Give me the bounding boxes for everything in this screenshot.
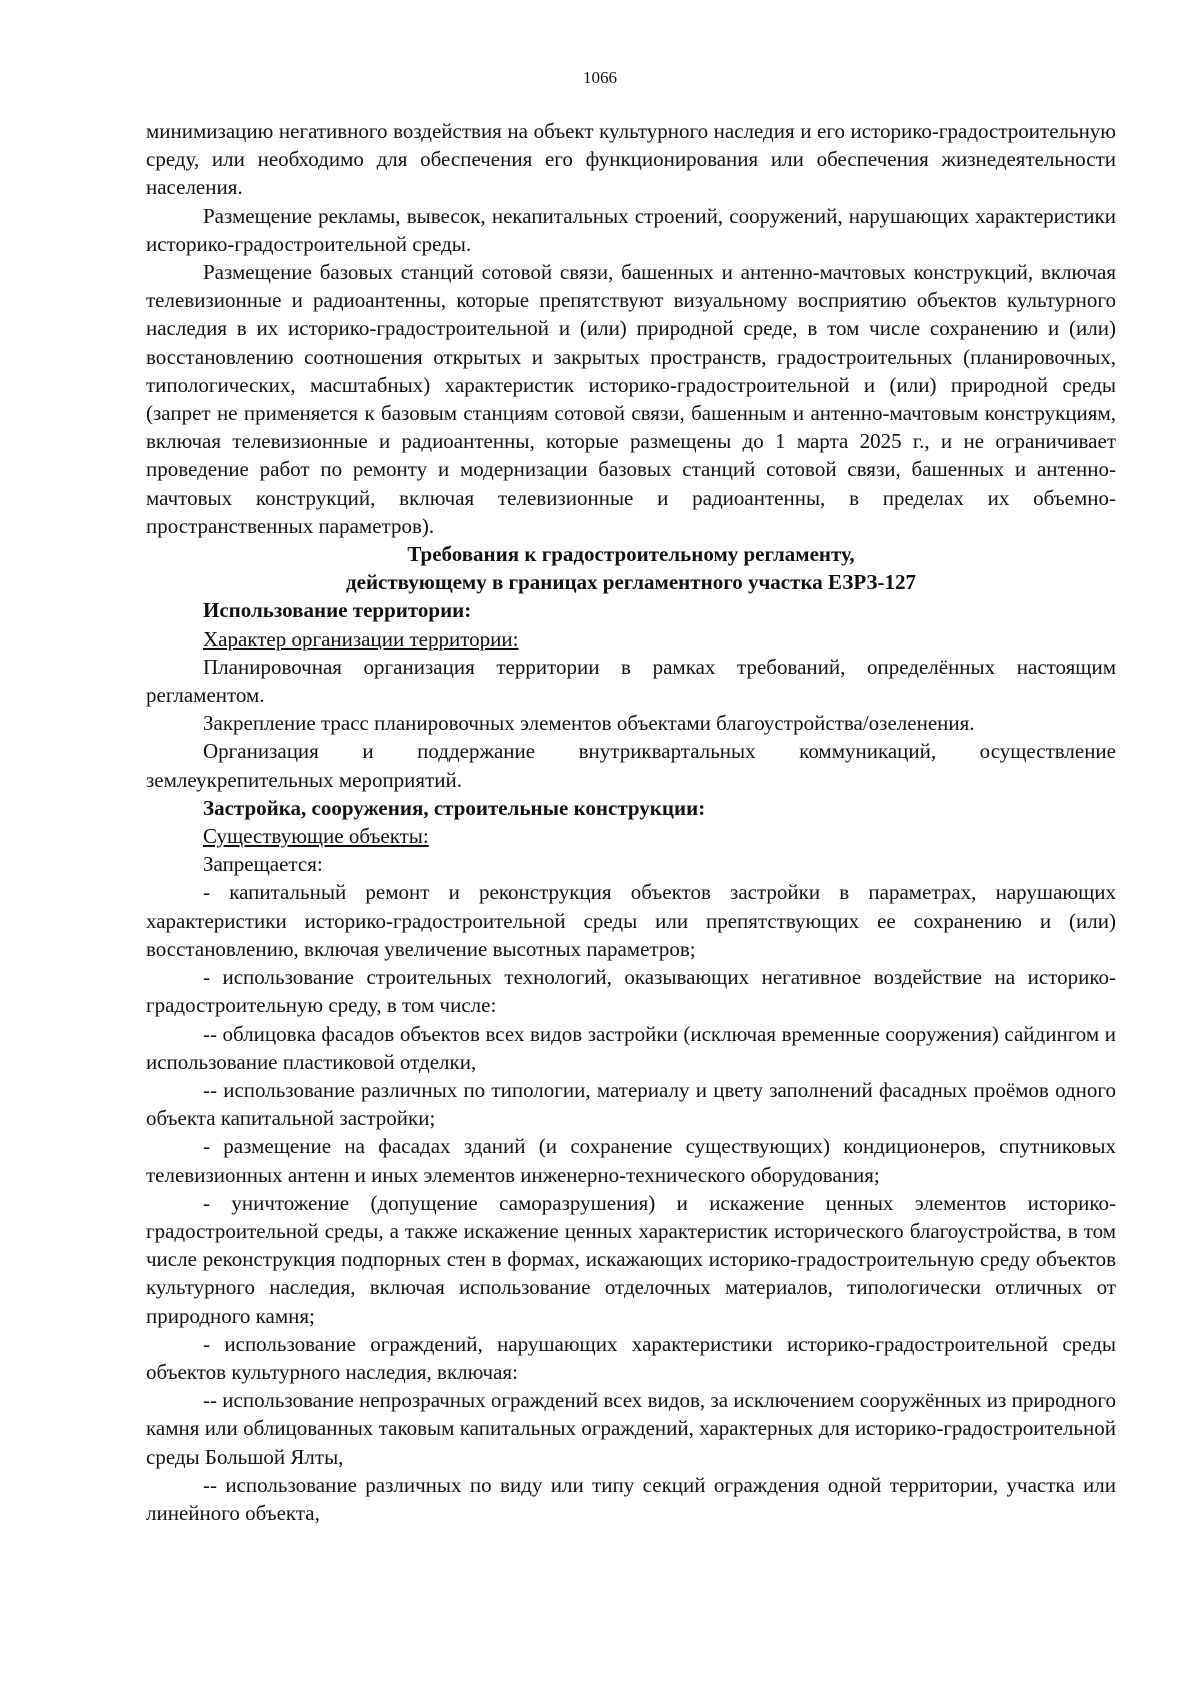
paragraph: - размещение на фасадах зданий (и сохранение существующих) кондиционеров, спутниковых телевизионных антенн и иных элементов инженерно-технического оборудования; [146, 1134, 1116, 1187]
paragraph: Организация и поддержание внутриквартальных коммуникаций, осуществление землеукрепительных мероприятий. [146, 739, 1116, 792]
paragraph: Размещение базовых станций сотовой связи, башенных и антенно-мачтовых конструкций, включая телевизионные и радиоантенны, которые препятствуют визуальному восприятию объектов культурного наследия в их историко-градостроительной и (или) природной среде, в том числе сохранению и (или) восстановлению соотношения открытых и закрытых пространств, градостроительных (планировочных, типологических, масштабных) характеристик историко-градостроительной и (или) природной среды (запрет не применяется к базовым станциям сотовой связи, башенным и антенно-мачтовым конструкциям, включая телевизионные и радиоантенны, которые размещены до 1 марта 2025 г., и не ограничивает проведение работ по ремонту и модернизации базовых станций сотовой связи, башенных и антенно-мачтовых конструкций, включая телевизионные и радиоантенны, в пределах их объемно-пространственных параметров). [146, 260, 1116, 538]
page-number: 1066 [583, 68, 617, 87]
section-heading: действующему в границах регламентного участка ЕЗРЗ-127 [346, 570, 916, 595]
paragraph: - использование строительных технологий, оказывающих негативное воздействие на историко-градостроительную среду, в том числе: [146, 965, 1116, 1018]
paragraph: Закрепление трасс планировочных элементов объектами благоустройства/озеленения. [203, 711, 975, 736]
paragraph: - использование ограждений, нарушающих характеристики историко-градостроительной среды объектов культурного наследия, включая: [146, 1331, 1116, 1384]
paragraph: -- использование непрозрачных ограждений всех видов, за исключением сооружённых из природного камня или облицованных таковым капитальных ограждений, характерных для историко-градостроительной среды Большой Ялты, [146, 1388, 1116, 1469]
paragraph: -- облицовка фасадов объектов всех видов застройки (исключая временные сооружения) сайдингом и использование пластиковой отделки, [146, 1021, 1116, 1074]
paragraph: минимизацию негативного воздействия на объект культурного наследия и его историко-градостроительную среду, или необходимо для обеспечения его функционирования или обеспечения жизнедеятельности населения. [146, 119, 1116, 200]
paragraph: Планировочная организация территории в рамках требований, определённых настоящим регламентом. [146, 654, 1116, 708]
document-body [146, 117, 1116, 1527]
subsection-heading: Использование территории: [203, 598, 472, 623]
paragraph: -- использование различных по виду или типу секций ограждения одной территории, участка или линейного объекта, [146, 1472, 1116, 1525]
paragraph: - уничтожение (допущение саморазрушения) и искажение ценных элементов историко-градостроительной среды, а также искажение ценных характеристик исторического благоустройства, в том числе реконструкция подпорных стен в формах, искажающих историко-градостроительную среду объектов культурного наследия, включая использование отделочных материалов, типологически отличных от природного камня; [146, 1190, 1116, 1328]
paragraph: Запрещается: [203, 852, 323, 877]
paragraph: - капитальный ремонт и реконструкция объектов застройки в параметрах, нарушающих характеристики историко-градостроительной среды или препятствующих ее сохранению и (или) восстановлению, включая увеличение высотных параметров; [146, 880, 1116, 961]
paragraph: Размещение рекламы, вывесок, некапитальных строений, сооружений, нарушающих характеристики историко-градостроительной среды. [146, 203, 1116, 256]
section-heading: Требования к градостроительному регламенту, [407, 542, 855, 567]
subsection-heading: Застройка, сооружения, строительные конструкции: [203, 795, 706, 820]
underlined-subheading: Характер организации территории: [203, 626, 519, 651]
underlined-subheading: Существующие объекты: [203, 824, 429, 849]
paragraph: -- использование различных по типологии, материалу и цвету заполнений фасадных проёмов одного объекта капитальной застройки; [146, 1077, 1116, 1131]
